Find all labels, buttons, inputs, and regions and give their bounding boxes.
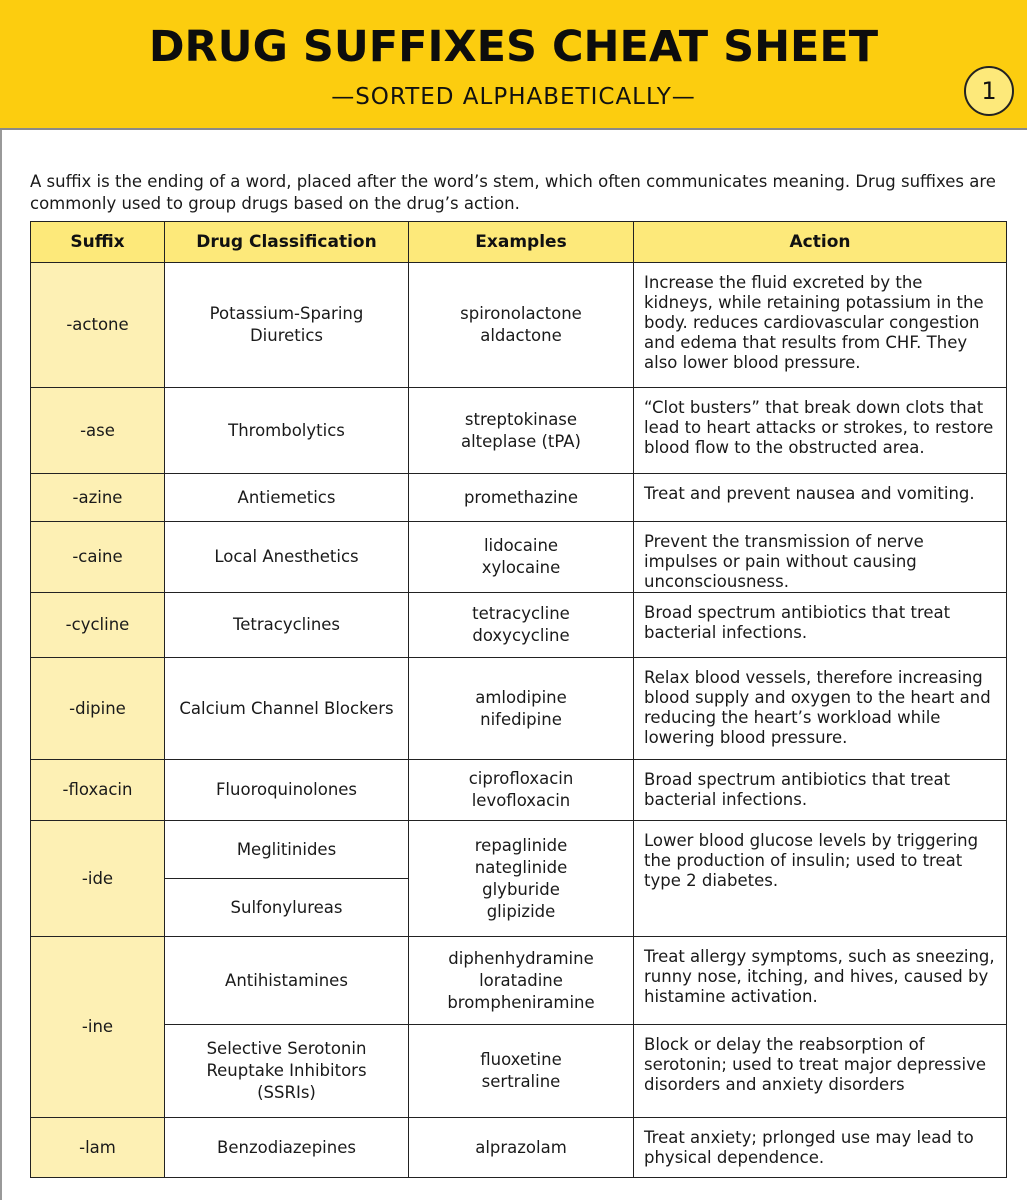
example-drug: levofloxacin (471, 791, 571, 810)
table-row (31, 658, 1007, 760)
classification-line: Tetracyclines (232, 615, 341, 634)
table-body (31, 263, 1007, 1178)
table-row (31, 821, 1007, 879)
classification-line: Fluoroquinolones (215, 780, 358, 799)
example-drug: alprazolam (475, 1137, 567, 1157)
classification-cell (165, 1025, 409, 1118)
examples-cell (409, 1025, 634, 1118)
header-examples: Examples (409, 222, 634, 263)
header-classification: Drug Classification (165, 222, 409, 263)
example-drug: fluoxetine (480, 1050, 562, 1069)
table-row (31, 388, 1007, 474)
examples-cell (409, 388, 634, 474)
classification-line: Meglitinides (236, 839, 337, 859)
examples-cell (409, 821, 634, 937)
header-suffix: Suffix (31, 222, 165, 263)
table-row (31, 937, 1007, 1025)
table-row (31, 263, 1007, 388)
action-cell: Treat allergy symptoms, such as sneezing, runny nose, itching, and hives, caused by histamine activation. (634, 937, 1007, 1025)
classification-line: Antihistamines (225, 970, 348, 990)
table-row (31, 522, 1007, 593)
example-drug: brompheniramine (447, 992, 595, 1012)
example-drug: doxycycline (472, 626, 570, 645)
suffix-cell: -dipine (31, 658, 165, 760)
classification-line: Benzodiazepines (217, 1137, 356, 1157)
classification-cell (165, 388, 409, 474)
left-border-rule (0, 130, 2, 1200)
page-title: DRUG SUFFIXES CHEAT SHEET (148, 22, 879, 72)
table-row (31, 593, 1007, 658)
page-number-badge: 1 (964, 66, 1014, 116)
classification-line: Selective Serotonin (206, 1039, 367, 1058)
classification-line: (SSRIs) (257, 1083, 316, 1102)
drug-suffix-table (30, 221, 1007, 1178)
example-drug: repaglinide (474, 835, 568, 855)
action-cell: Relax blood vessels, therefore increasing blood supply and oxygen to the heart and reducing the heart’s workload while lowering blood pressure. (634, 658, 1007, 760)
suffix-cell: -azine (31, 474, 165, 522)
suffix-cell: -ine (31, 937, 165, 1118)
classification-line: Reuptake Inhibitors (206, 1061, 367, 1080)
action-cell: Treat and prevent nausea and vomiting. (634, 474, 1007, 522)
suffix-cell: -actone (31, 263, 165, 388)
example-drug: ciprofloxacin (468, 769, 574, 788)
example-drug: loratadine (479, 970, 563, 990)
example-drug: diphenhydramine (448, 948, 594, 968)
examples-cell (409, 522, 634, 593)
table-row (31, 760, 1007, 821)
examples-cell (409, 263, 634, 388)
classification-cell (165, 937, 409, 1025)
classification-cell (165, 760, 409, 821)
table-row (31, 474, 1007, 522)
classification-cell (165, 263, 409, 388)
classification-cell (165, 593, 409, 658)
example-drug: nifedipine (480, 709, 562, 729)
examples-cell (409, 760, 634, 821)
classification-line: Potassium-Sparing Diuretics (209, 304, 364, 345)
classification-cell (165, 522, 409, 593)
examples-cell (409, 937, 634, 1025)
suffix-cell: -floxacin (31, 760, 165, 821)
classification-line: Calcium Channel Blockers (179, 698, 394, 718)
example-drug: alteplase (tPA) (460, 431, 581, 451)
example-drug: promethazine (463, 487, 579, 507)
classification-line: Thrombolytics (228, 420, 345, 440)
action-cell: “Clot busters” that break down clots that lead to heart attacks or strokes, to restore blood flow to the obstructed area. (634, 388, 1007, 474)
header-action: Action (634, 222, 1007, 263)
example-drug: xylocaine (481, 558, 561, 577)
table-row (31, 1118, 1007, 1178)
action-cell: Treat anxiety; prlonged use may lead to physical dependence. (634, 1118, 1007, 1178)
classification-cell (165, 821, 409, 879)
classification-line: Local Anesthetics (214, 547, 359, 566)
example-drug: glipizide (486, 901, 556, 921)
table-row (31, 1025, 1007, 1118)
example-drug: glyburide (482, 879, 560, 899)
suffix-cell: -lam (31, 1118, 165, 1178)
classification-line: Sulfonylureas (230, 897, 343, 917)
intro-paragraph: A suffix is the ending of a word, placed after the word’s stem, which often communicates meaning. Drug suffixes are commonly used to group drugs based on the drug’s action. (30, 171, 996, 213)
example-drug: aldactone (480, 326, 562, 345)
table-header-row (31, 222, 1007, 263)
page-subtitle: —SORTED ALPHABETICALLY— (331, 84, 696, 110)
suffix-cell: -cycline (31, 593, 165, 658)
action-cell: Lower blood glucose levels by triggering the production of insulin; used to treat type 2 diabetes. (634, 821, 1007, 937)
example-drug: streptokinase (464, 409, 578, 429)
classification-line: Antiemetics (237, 487, 336, 507)
example-drug: lidocaine (483, 536, 559, 555)
classification-cell (165, 658, 409, 760)
action-cell: Block or delay the reabsorption of serotonin; used to treat major depressive disorders and anxiety disorders (634, 1025, 1007, 1118)
examples-cell (409, 474, 634, 522)
example-drug: sertraline (481, 1072, 561, 1091)
example-drug: amlodipine (475, 687, 567, 707)
example-drug: tetracycline (472, 604, 570, 623)
action-cell: Increase the fluid excreted by the kidneys, while retaining potassium in the body. reduces cardiovascular congestion and edema that results from CHF. They also lower blood pressure. (634, 263, 1007, 388)
classification-cell (165, 1118, 409, 1178)
suffix-cell: -ase (31, 388, 165, 474)
examples-cell (409, 658, 634, 760)
action-cell: Broad spectrum antibiotics that treat bacterial infections. (634, 760, 1007, 821)
example-drug: spironolactone (460, 304, 582, 323)
example-drug: nateglinide (474, 857, 568, 877)
action-cell: Prevent the transmission of nerve impulses or pain without causing unconsciousness. (634, 522, 1007, 593)
title-banner (0, 0, 1027, 130)
examples-cell (409, 1118, 634, 1178)
examples-cell (409, 593, 634, 658)
classification-cell (165, 474, 409, 522)
suffix-cell: -ide (31, 821, 165, 937)
classification-cell (165, 879, 409, 937)
suffix-cell: -caine (31, 522, 165, 593)
action-cell: Broad spectrum antibiotics that treat bacterial infections. (634, 593, 1007, 658)
